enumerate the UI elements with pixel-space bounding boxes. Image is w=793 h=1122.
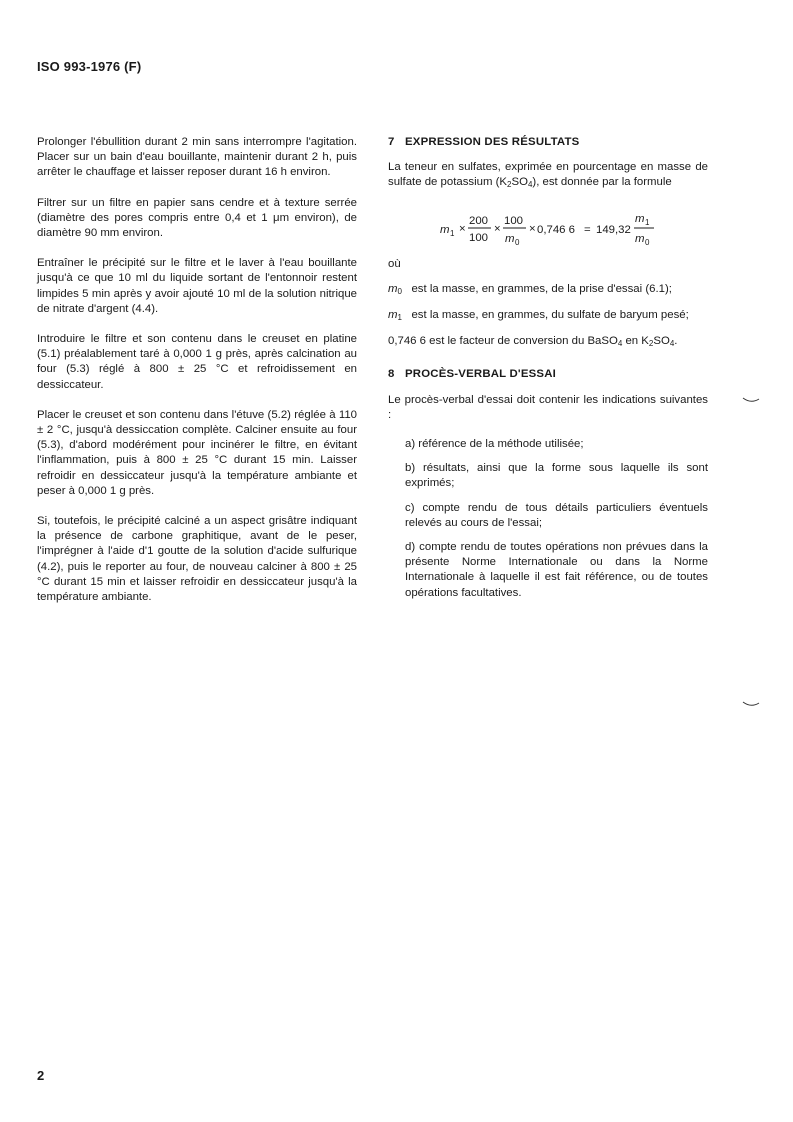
left-column <box>37 135 357 620</box>
formula-m1: m <box>440 223 450 236</box>
section-intro: Le procès-verbal d'essai doit contenir les indications suivantes : <box>388 393 708 421</box>
list-item: a) référence de la méthode utilisée; <box>405 438 584 451</box>
binding-mark-icon <box>742 396 760 404</box>
result-den-var: m <box>635 232 645 245</box>
definition-m1: $m_1$ est la masse, en grammes, du sulfate de baryum pesé; <box>388 309 689 323</box>
formula-factor: 0,746 6 <box>537 223 576 236</box>
formula-graphic <box>438 207 708 251</box>
paragraph: Filtrer sur un filtre en papier sans cendre et à texture serrée (diamètre des pores compris entre 0,4 et 1 μm environ), de diamètre 90 mm environ. <box>37 196 357 240</box>
section-heading <box>388 135 708 150</box>
binding-mark-icon <box>742 700 760 708</box>
document-header: ISO 993-1976 (F) <box>37 59 142 74</box>
paragraph: Placer le creuset et son contenu dans l'étuve (5.2) réglée à 110 ± 2 °C, jusqu'à dessiccation complète. Calciner ensuite au four (5.3), d'abord modérément pour incinérer le filtre, en évitant l'inflammation, puis à 800 ± 25 °C durant 15 min. Laisser refroidir en dessiccateur jusqu'à la température ambiante et peser à 0,000 1 g près. <box>37 408 357 497</box>
result-num-sub: 1 <box>645 217 650 227</box>
section-intro: La teneur en sulfates, exprimée en pourcentage en masse de sulfate de potassium $(K_2SO_4)$, est donnée par la formule <box>388 161 708 190</box>
formula-times: × <box>529 222 536 235</box>
list-item: c) compte rendu de tous détails particuliers éventuels relevés au cours de l'essai; <box>405 501 708 529</box>
section-title: PROCÈS-VERBAL D'ESSAI <box>405 368 557 381</box>
where-label: où <box>388 257 401 270</box>
right-column <box>388 135 708 610</box>
list-item: b) résultats, ainsi que la forme sous laquelle ils sont exprimés; <box>405 462 708 490</box>
result-den-sub: 0 <box>645 237 650 247</box>
definitions <box>388 282 708 352</box>
frac2-num: 100 <box>504 214 524 227</box>
frac1-num: 200 <box>469 214 489 227</box>
paragraph: Si, toutefois, le précipité calciné a un aspect grisâtre indiquant la présence de carbone graphitique, avant de le peser, l'imprégner à l'aide d'1 goutte de la solution d'acide sulfurique (4.2), puis le reporter au four, de nouveau calciner à 800 ± 25 °C durant 15 min et laisser refroidir en dessiccateur jusqu'à la température ambiante. <box>37 515 357 604</box>
formula <box>438 207 708 251</box>
formula-m1-sub: 1 <box>450 228 455 238</box>
formula-result-coef: 149,32 <box>596 223 631 236</box>
formula-equals: = <box>584 223 591 236</box>
section-heading <box>388 367 708 382</box>
definition-factor: 0,746 6 est le facteur de conversion du BaSO$_4$ en $K_2SO_4$. <box>388 335 678 349</box>
definition-m0: $m_0$ est la masse, en grammes, de la prise d'essai (6.1); <box>388 282 672 296</box>
frac2-den-var: m <box>505 232 515 245</box>
section-number: 7 <box>388 136 395 148</box>
report-items <box>388 437 708 601</box>
paragraph: Introduire le filtre et son contenu dans le creuset en platine (5.1) préalablement taré à 0,000 1 g près, après calcination au four (5.3) réglé à 800 ± 25 °C et refroidissement en dessiccateur. <box>37 333 357 391</box>
frac2-den-sub: 0 <box>515 237 520 247</box>
formula-times: × <box>459 222 466 235</box>
section-title: EXPRESSION DES RÉSULTATS <box>405 136 580 148</box>
frac1-den: 100 <box>469 231 489 244</box>
section-number: 8 <box>388 368 395 381</box>
paragraph: Entraîner le précipité sur le filtre et le laver à l'eau bouillante jusqu'à ce que 10 ml du liquide sortant de l'entonnoir restent limpides 5 min après y avoir ajouté 10 ml de la solution nitrique de nitrate d'argent (4.4). <box>37 257 357 315</box>
paragraph: Prolonger l'ébullition durant 2 min sans interrompre l'agitation. Placer sur un bain d'eau bouillante, maintenir durant 2 h, puis arrêter le chauffage et laisser reposer durant 16 h environ. <box>37 136 357 179</box>
result-num-var: m <box>635 212 645 225</box>
formula-times: × <box>494 222 501 235</box>
list-item: d) compte rendu de toutes opérations non prévues dans la présente Norme Internationale ou dans la Norme Internationale à laquelle il est fait référence, ou de toutes opérations facultatives. <box>405 541 708 599</box>
page-number: 2 <box>37 1068 45 1083</box>
